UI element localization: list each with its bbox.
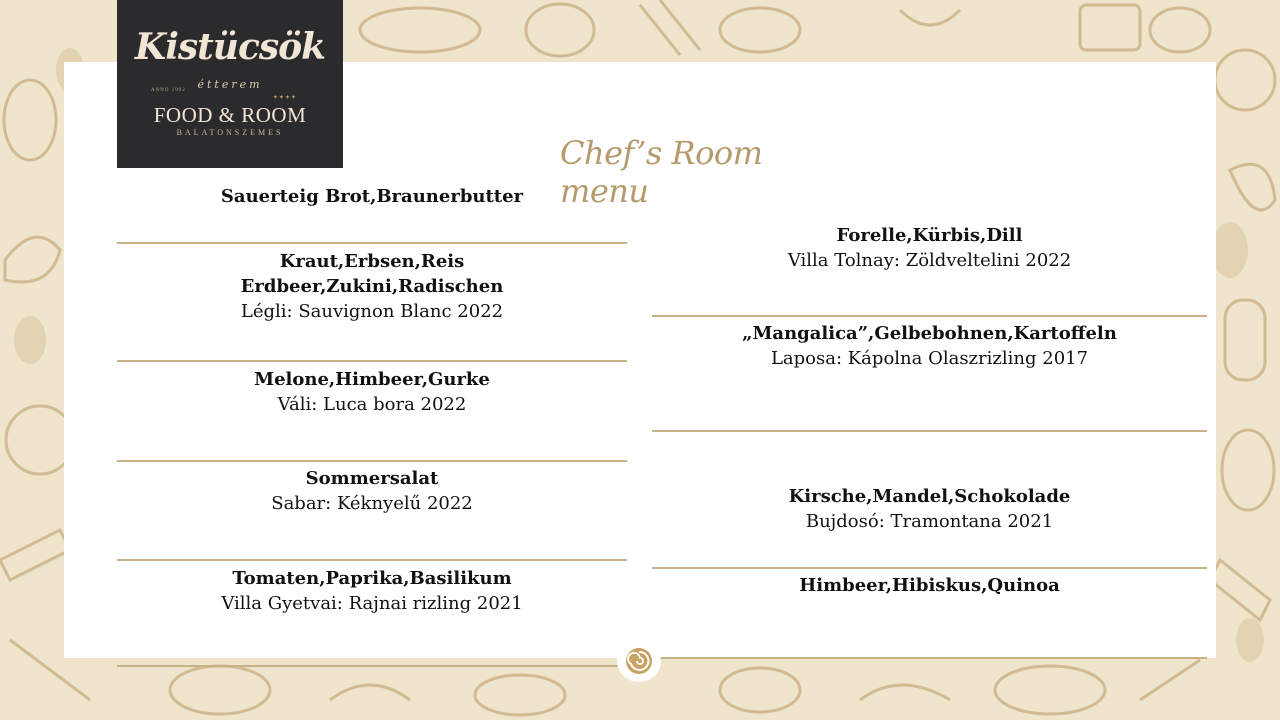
dish-name: Himbeer,Hibiskus,Quinoa <box>799 575 1060 596</box>
divider <box>117 242 627 244</box>
divider <box>117 665 627 667</box>
wine-pairing: Laposa: Kápolna Olaszrizling 2017 <box>770 348 1089 369</box>
wine-pairing: Váli: Luca bora 2022 <box>277 394 467 415</box>
course-left-2 <box>117 249 627 324</box>
dish-name-line2: Erdbeer,Zukini,Radischen <box>240 276 504 297</box>
divider <box>652 315 1207 317</box>
course-left-4 <box>117 466 627 516</box>
dish-name: Sommersalat <box>305 468 439 489</box>
wine-pairing: Villa Tolnay: Zöldveltelini 2022 <box>787 250 1072 271</box>
dish-name: Kraut,Erbsen,Reis <box>279 251 465 272</box>
course-left-3 <box>117 367 627 417</box>
divider <box>117 460 627 462</box>
divider <box>652 657 1207 659</box>
course-right-2 <box>652 321 1207 371</box>
wine-pairing: Sabar: Kéknyelű 2022 <box>271 493 473 514</box>
dish-name: Melone,Himbeer,Gurke <box>254 369 490 390</box>
dish-name: Kirsche,Mandel,Schokolade <box>788 486 1071 507</box>
course-right-1 <box>652 223 1207 273</box>
logo-name: Kistücsök <box>134 26 326 68</box>
divider <box>117 559 627 561</box>
logo-stars: ✦✦✦✦ <box>272 94 297 101</box>
dish-name: Tomaten,Paprika,Basilikum <box>232 568 512 589</box>
dish-name: Forelle,Kürbis,Dill <box>836 225 1023 246</box>
logo-subtitle: étterem <box>197 78 263 91</box>
spiral-ornament-icon <box>617 640 661 682</box>
wine-pairing: Villa Gyetvai: Rajnai rizling 2021 <box>221 593 523 614</box>
dish-name: Sauerteig Brot,Braunerbutter <box>220 186 524 207</box>
course-left-5 <box>117 566 627 616</box>
wine-pairing: Légli: Sauvignon Blanc 2022 <box>240 301 504 322</box>
restaurant-logo <box>117 0 343 168</box>
logo-location: BALATONSZEMES <box>176 128 284 137</box>
menu-title: Chef’s Room menu <box>560 134 763 210</box>
course-right-3 <box>652 484 1207 534</box>
course-left-1 <box>117 184 627 209</box>
divider <box>652 430 1207 432</box>
wine-pairing: Bujdosó: Tramontana 2021 <box>805 511 1054 532</box>
course-right-4 <box>652 573 1207 598</box>
dish-name: „Mangalica”,Gelbebohnen,Kartoffeln <box>742 323 1117 344</box>
logo-food-room: FOOD & ROOM <box>153 103 307 127</box>
divider <box>652 567 1207 569</box>
divider <box>117 360 627 362</box>
logo-anno: ANNO 1992 <box>151 88 186 93</box>
